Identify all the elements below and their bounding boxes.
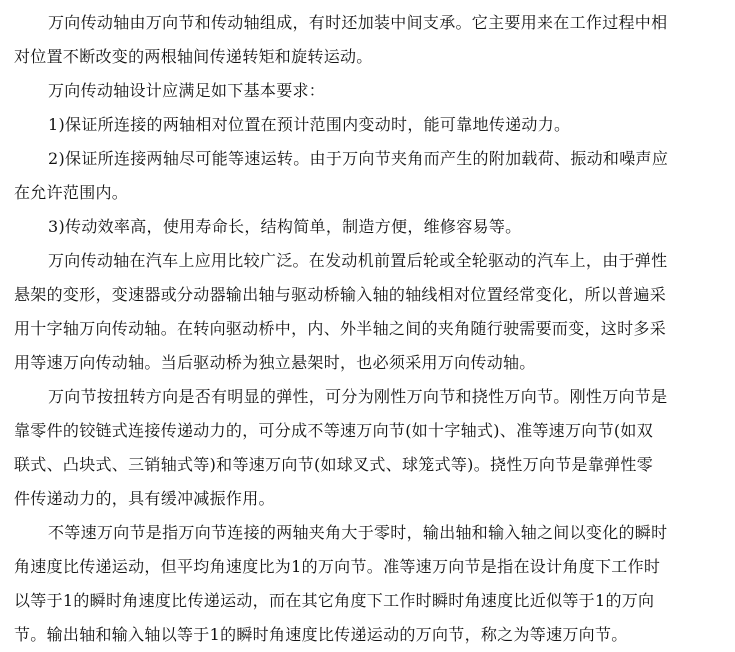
paragraph-requirements-heading — [14, 74, 714, 108]
text-line: 1)保证所连接的两轴相对位置在预计范围内变动时，能可靠地传递动力。 — [48, 115, 571, 134]
text-line: 以等于1的瞬时角速度比传递运动，而在其它角度下工作时瞬时角速度比近似等于1的万向 — [14, 591, 655, 610]
text-line: 件传递动力的，具有缓冲减振作用。 — [14, 489, 275, 508]
text-line: 万向节按扭转方向是否有明显的弹性，可分为刚性万向节和挠性万向节。刚性万向节是 — [48, 387, 668, 406]
text-line: 角速度比传递运动，但平均角速度比为1的万向节。准等速万向节是指在设计角度下工作时 — [14, 557, 661, 576]
paragraph-requirement-3 — [14, 210, 714, 244]
text-line: 2)保证所连接两轴尽可能等速运转。由于万向节夹角而产生的附加载荷、振动和噪声应 — [48, 149, 669, 168]
text-line: 不等速万向节是指万向节连接的两轴夹角大于零时，输出轴和输入轴之间以变化的瞬时 — [48, 523, 668, 542]
document-body — [14, 6, 714, 652]
text-line: 用等速万向传动轴。当后驱动桥为独立悬架时，也必须采用万向传动轴。 — [14, 353, 536, 372]
text-line: 万向传动轴设计应满足如下基本要求： — [48, 81, 326, 100]
text-line: 万向传动轴在汽车上应用比较广泛。在发动机前置后轮或全轮驱动的汽车上，由于弹性 — [48, 251, 668, 270]
text-line: 用十字轴万向传动轴。在转向驱动桥中，内、外半轴之间的夹角随行驶需要而变，这时多采 — [14, 319, 667, 338]
paragraph-requirement-2 — [14, 142, 714, 210]
text-line: 3)传动效率高，使用寿命长，结构简单，制造方便，维修容易等。 — [48, 217, 522, 236]
paragraph-requirement-1 — [14, 108, 714, 142]
text-line: 万向传动轴由万向节和传动轴组成，有时还加装中间支承。它主要用来在工作过程中相 — [48, 13, 668, 32]
text-line: 联式、凸块式、三销轴式等)和等速万向节(如球叉式、球笼式等)。挠性万向节是靠弹性零 — [14, 455, 654, 474]
text-line: 节。输出轴和输入轴以等于1的瞬时角速度比传递运动的万向节，称之为等速万向节。 — [14, 625, 628, 644]
text-line: 在允许范围内。 — [14, 183, 129, 202]
paragraph-velocity-types — [14, 516, 714, 652]
paragraph-classification — [14, 380, 714, 516]
text-line: 靠零件的铰链式连接传递动力的，可分成不等速万向节(如十字轴式)、准等速万向节(如双 — [14, 421, 654, 440]
text-line: 悬架的变形，变速器或分动器输出轴与驱动桥输入轴的轴线相对位置经常变化，所以普遍采 — [14, 285, 667, 304]
paragraph-intro — [14, 6, 714, 74]
paragraph-application — [14, 244, 714, 380]
text-line: 对位置不断改变的两根轴间传递转矩和旋转运动。 — [14, 47, 373, 66]
